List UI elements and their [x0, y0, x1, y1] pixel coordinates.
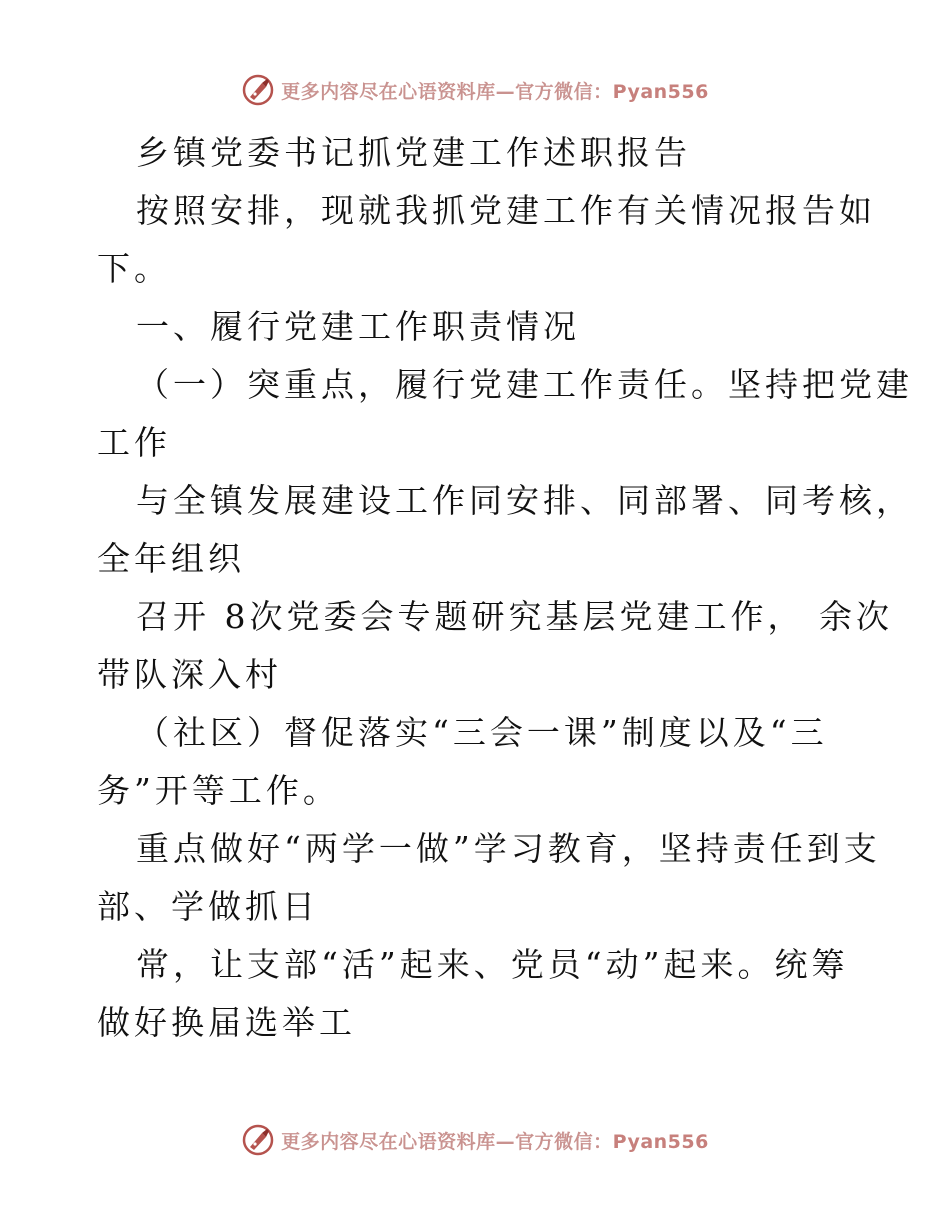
text-line: 务”开等工作。	[97, 771, 340, 810]
text-line: （一）突重点，履行党建工作责任。坚持把党建	[136, 365, 913, 404]
text-line: 带队深入村	[97, 655, 282, 694]
text-line: 部、学做抓日	[97, 887, 319, 926]
text-line: 重点做好“两学一做”学习教育，坚持责任到支	[136, 829, 881, 868]
document-body	[97, 124, 913, 1052]
text-line: 一、履行党建工作职责情况	[136, 307, 580, 346]
watermark-text: 更多内容尽在心语资料库—官方微信：Pyan556	[281, 1130, 709, 1153]
watermark-text: 更多内容尽在心语资料库—官方微信：Pyan556	[281, 80, 709, 103]
text-line: 下。	[97, 249, 171, 288]
text-line: 乡镇党委书记抓党建工作述职报告	[136, 133, 691, 172]
text-line: 召开 8次党委会专题研究基层党建工作， 余次	[136, 597, 893, 636]
text-line: 工作	[97, 423, 171, 462]
pen-nib-seal-icon	[241, 73, 275, 107]
text-line: （社区）督促落实“三会一课”制度以及“三	[136, 713, 828, 752]
text-line: 按照安排，现就我抓党建工作有关情况报告如	[136, 191, 876, 230]
text-line: 与全镇发展建设工作同安排、同部署、同考核，	[136, 481, 913, 520]
header-watermark	[0, 70, 950, 110]
text-line: 全年组织	[97, 539, 245, 578]
footer-watermark	[0, 1120, 950, 1160]
pen-nib-seal-icon	[241, 1123, 275, 1157]
text-line: 做好换届选举工	[97, 1003, 356, 1042]
text-line: 常，让支部“活”起来、党员“动”起来。统筹	[136, 945, 849, 984]
